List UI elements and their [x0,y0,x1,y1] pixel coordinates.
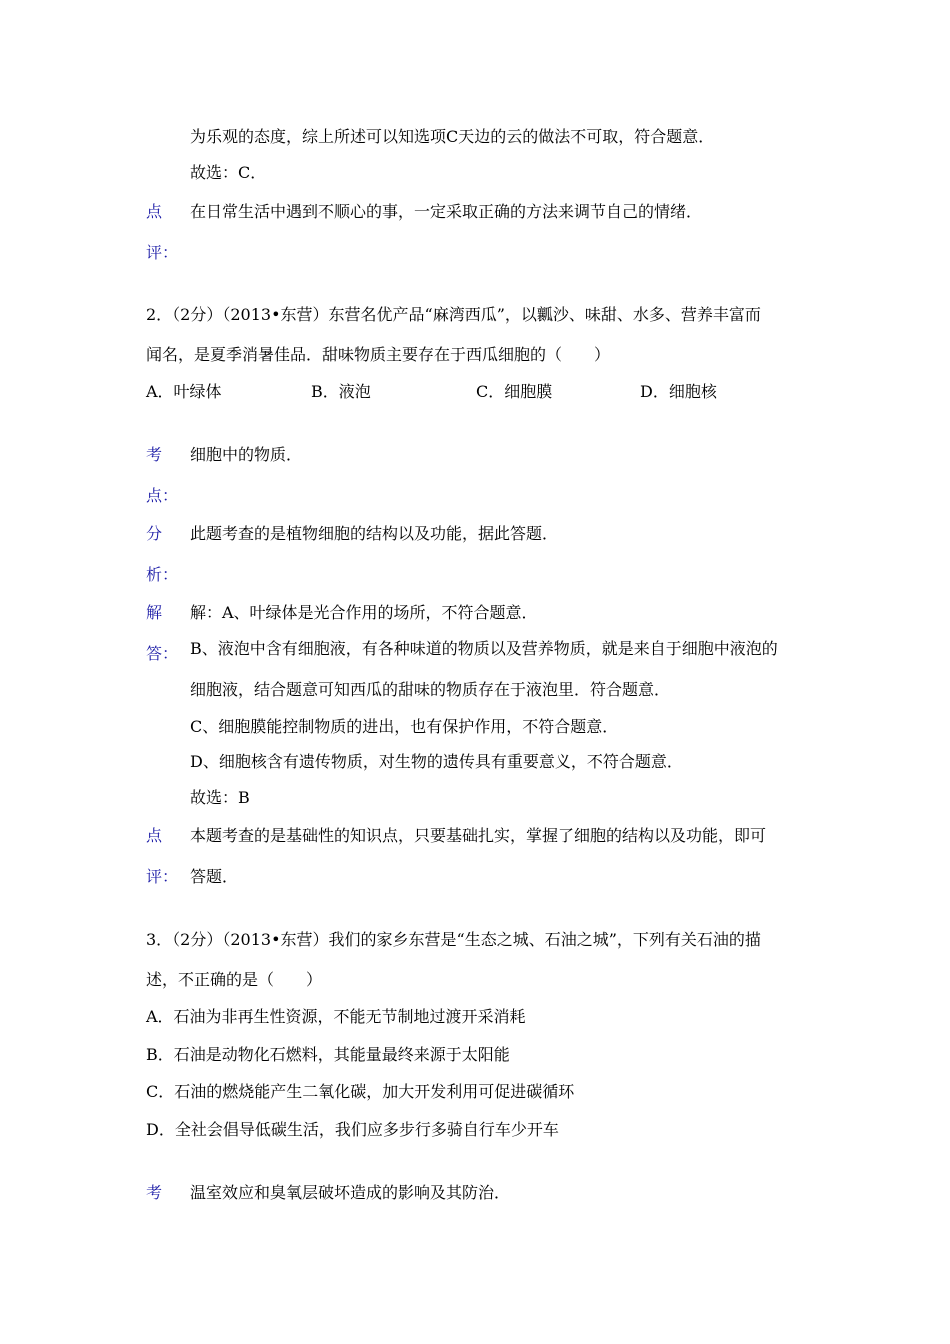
q2-dianping-line-1: 本题考查的是基础性的知识点，只要基础扎实，掌握了细胞的结构以及功能，即可 [190,826,767,845]
q2-stem-line-2: 闻名，是夏季消暑佳品．甜味物质主要存在于西瓜细胞的（ ） [146,345,611,364]
q2-fenxi-text: 此题考查的是植物细胞的结构以及功能，据此答题． [190,524,559,543]
q3-stem-line-2: 述，不正确的是（ ） [146,970,323,989]
q2-jieda-label-2: 答： [146,644,179,663]
q2-jieda-line-5: D、细胞核含有遗传物质，对生物的遗传具有重要意义，不符合题意． [190,752,683,771]
q2-jieda-line-4: C、细胞膜能控制物质的进出，也有保护作用，不符合题意． [190,717,619,736]
q2-jieda-line-1: 解：A、叶绿体是光合作用的场所，不符合题意． [190,603,538,622]
q2-option-b: B．液泡 [311,382,371,401]
q2-dianping-line-2: 答题． [190,867,239,886]
q3-stem-line-1: 3．（2分）（2013•东营）我们的家乡东营是“生态之城、石油之城”，下列有关石油的描 [146,930,761,949]
q2-fenxi-label-2: 析： [146,565,179,584]
q2-dianping-label-1: 点 [146,826,163,845]
q2-kaodian-label-1: 考 [146,445,163,464]
q2-jieda-line-2: B、液泡中含有细胞液，有各种味道的物质以及营养物质，就是来自于细胞中液泡的 [190,639,778,658]
q1-answer: 故选：C． [190,163,267,182]
q2-option-d: D．细胞核 [640,382,717,401]
q3-option-d: D．全社会倡导低碳生活，我们应多步行多骑自行车少开车 [146,1120,559,1139]
q3-option-a: A．石油为非再生性资源，不能无节制地过渡开采消耗 [146,1007,526,1026]
q1-comment-label-1: 点 [146,202,163,221]
q1-comment-label-2: 评： [146,243,179,262]
q3-option-b: B．石油是动物化石燃料，其能量最终来源于太阳能 [146,1045,510,1064]
q2-stem-line-1: 2．（2分）（2013•东营）东营名优产品“麻湾西瓜”，以瓤沙、味甜、水多、营养丰富而 [146,305,761,324]
q2-jieda-label-1: 解 [146,603,163,622]
q2-dianping-label-2: 评： [146,867,179,886]
q3-kaodian-text: 温室效应和臭氧层破坏造成的影响及其防治． [190,1183,511,1202]
q2-kaodian-label-2: 点： [146,486,179,505]
q1-analysis-end: 为乐观的态度，综上所述可以知选项C天边的云的做法不可取，符合题意． [190,127,715,146]
q2-jieda-line-6: 故选：B [190,788,250,807]
q2-fenxi-label-1: 分 [146,524,163,543]
q1-comment-text: 在日常生活中遇到不顺心的事，一定采取正确的方法来调节自己的情绪． [190,202,703,221]
q3-kaodian-label-1: 考 [146,1183,163,1202]
q2-kaodian-text: 细胞中的物质． [190,445,303,464]
q2-jieda-line-3: 细胞液，结合题意可知西瓜的甜味的物质存在于液泡里．符合题意． [190,680,671,699]
q2-option-a: A．叶绿体 [146,382,222,401]
q2-option-c: C．细胞膜 [476,382,553,401]
q3-option-c: C．石油的燃烧能产生二氧化碳，加大开发利用可促进碳循环 [146,1082,575,1101]
